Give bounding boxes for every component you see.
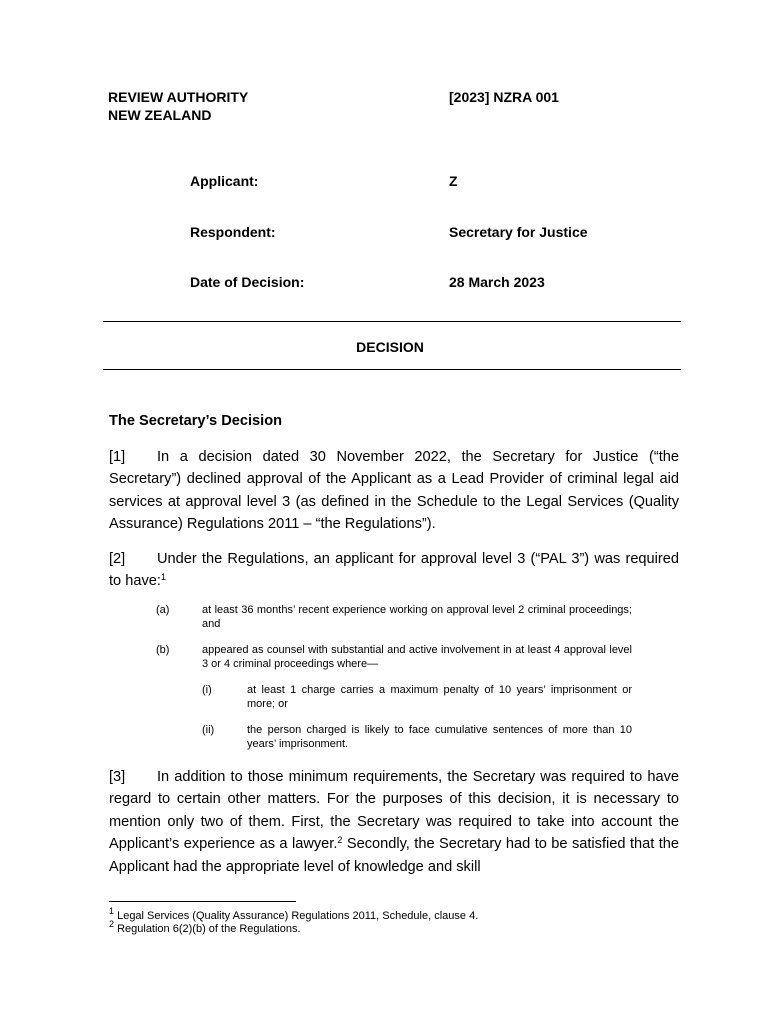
list-label-ii: (ii) [202, 724, 215, 736]
paragraph-1 [109, 446, 679, 536]
paragraph-2 [109, 548, 679, 593]
list-item-i: at least 1 charge carries a maximum penalty of 10 years’ imprisonment or more; or [247, 684, 632, 710]
respondent-label: Respondent: [190, 224, 276, 240]
footnote-ref: 1 [160, 572, 166, 583]
footnote-text: Regulation 6(2)(b) of the Regulations. [117, 923, 301, 935]
footnote-number: 2 [109, 919, 115, 929]
paragraph-text: In addition to those minimum requirements, the Secretary was required to have regard to certain other matters. For the purposes of this decision, it is necessary to mention only two of them. First, the Secretary was required to take into account the Applicant’s experience as a lawyer. [109, 769, 679, 853]
top-divider [103, 321, 681, 322]
authority-line-2: NEW ZEALAND [108, 107, 212, 123]
paragraph-number: [1] [109, 449, 126, 465]
footnote-2 [109, 919, 301, 936]
paragraph-number: [2] [109, 551, 126, 567]
applicant-value: Z [449, 173, 458, 189]
date-label: Date of Decision: [190, 274, 305, 290]
list-item-a: at least 36 months’ recent experience working on approval level 2 criminal proceedings; and [202, 604, 632, 630]
footnote-ref: 2 [337, 835, 343, 846]
list-label-b: (b) [156, 644, 170, 656]
respondent-value: Secretary for Justice [449, 224, 588, 240]
footnote-number: 1 [109, 906, 115, 916]
list-item-ii: the person charged is likely to face cumulative sentences of more than 10 years’ imprisonment. [247, 724, 632, 750]
list-label-i: (i) [202, 684, 212, 696]
case-citation: [2023] NZRA 001 [449, 89, 559, 105]
date-value: 28 March 2023 [449, 274, 545, 290]
paragraph-text: In a decision dated 30 November 2022, the Secretary for Justice (“the Secretary”) declined approval of the Applicant as a Lead Provider of criminal legal aid services at approval level 3 (as defined in the Schedule to the Legal Services (Quality Assurance) Regulations 2011 – “the Regulations”). [109, 449, 679, 533]
section-heading: The Secretary’s Decision [109, 413, 283, 429]
paragraph-3 [109, 766, 679, 878]
footnote-1 [109, 906, 479, 923]
authority-name [108, 88, 248, 124]
authority-line-1: REVIEW AUTHORITY [108, 89, 249, 105]
list-label-a: (a) [156, 604, 170, 616]
decision-title: DECISION [356, 339, 424, 355]
footnote-divider [109, 901, 296, 902]
applicant-label: Applicant: [190, 173, 259, 189]
bottom-divider [103, 369, 681, 370]
paragraph-text-continued: Secondly, the Secretary had to be satisfied that the Applicant had the appropriate level of knowledge and skill [109, 836, 680, 875]
list-item-b: appeared as counsel with substantial and active involvement in at least 4 approval level 3 or 4 criminal proceedings where— [202, 644, 632, 670]
paragraph-number: [3] [109, 769, 126, 785]
footnote-text: Legal Services (Quality Assurance) Regulations 2011, Schedule, clause 4. [117, 910, 479, 922]
paragraph-text: Under the Regulations, an applicant for approval level 3 (“PAL 3”) was required to have: [109, 551, 679, 590]
